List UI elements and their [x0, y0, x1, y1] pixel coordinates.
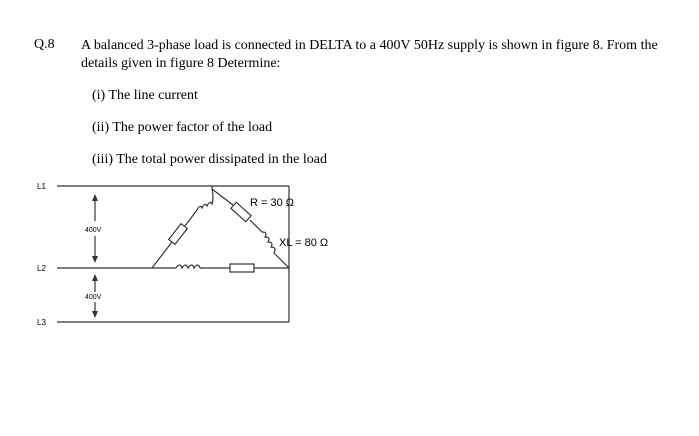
- resistance-label: R = 30 Ω: [250, 197, 294, 209]
- arrowhead-down-2: [92, 311, 98, 318]
- left-arm-inductor: [197, 189, 213, 210]
- label-l1: L1: [37, 182, 46, 191]
- label-l2: L2: [37, 264, 46, 273]
- left-arm-resistor: [169, 224, 188, 245]
- right-arm-inductor: [262, 232, 276, 255]
- left-arm-wire-a: [152, 242, 172, 268]
- arrowhead-down-1: [92, 256, 98, 263]
- voltage-label-upper: 400V: [85, 227, 102, 234]
- right-arm-wire-c: [276, 255, 289, 268]
- label-l3: L3: [37, 318, 46, 327]
- arrowhead-up-2: [92, 274, 98, 281]
- question-number: Q.8: [34, 37, 55, 52]
- bottom-arm-inductor: [176, 265, 200, 268]
- left-arm-wire-b: [185, 210, 197, 226]
- right-arm-resistor: [231, 202, 251, 221]
- right-arm-wire-b: [250, 220, 262, 232]
- right-arm-wire-a: [212, 189, 233, 205]
- sub-question-3: (iii) The total power dissipated in the load: [92, 152, 327, 167]
- arrowhead-up-1: [92, 194, 98, 201]
- reactance-label: XL = 80 Ω: [279, 237, 329, 249]
- bottom-arm-resistor: [230, 264, 254, 272]
- sub-question-2: (ii) The power factor of the load: [92, 120, 273, 135]
- question-text: A balanced 3-phase load is connected in DELTA to a 400V 50Hz supply is shown in figure 8. From the details given in figure 8 Determine:: [81, 38, 658, 71]
- voltage-label-lower: 400V: [85, 294, 102, 301]
- sub-question-1: (i) The line current: [92, 88, 198, 103]
